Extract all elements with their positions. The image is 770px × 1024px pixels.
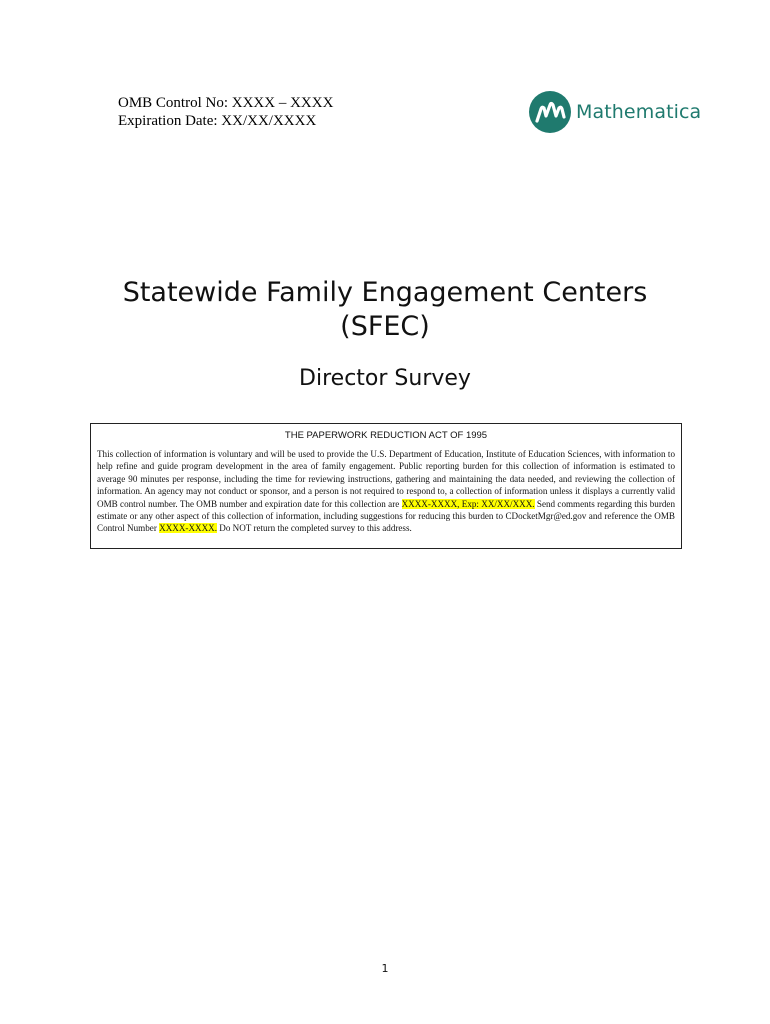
highlighted-omb-number: XXXX-XXXX. — [159, 523, 217, 534]
survey-subtitle: Director Survey — [299, 366, 471, 391]
notice-heading: THE PAPERWORK REDUCTION ACT OF 1995 — [284, 430, 488, 441]
mathematica-logo-icon — [528, 90, 572, 134]
notice-body — [97, 448, 675, 535]
expiration-date: Expiration Date: XX/XX/XXXX — [118, 113, 317, 129]
notice-text-part-3: Do NOT return the completed survey to this address. — [216, 523, 412, 534]
paperwork-reduction-notice — [90, 423, 682, 549]
notice-text-part-2: Send comments regarding this burden estimate or any other aspect of this collection of information, including suggestions for reducing this burden to CDocketMgr@ed.gov and reference the OMB Control Number — [97, 498, 675, 534]
logo-wordmark: Mathematica — [576, 101, 702, 123]
notice-text-part-1: This collection of information is voluntary and will be used to provide the U.S. Department of Education, Institute of Education Sciences, with information to help refine and guide program development in the area of family engagement. Public reporting burden for this collection of information is estimated to average 90 minutes per response, including the time for reviewing instructions, gathering and maintaining the data needed, and reviewing the collection of information. An agency may not conduct or sponsor, and a person is not required to respond to, a collection of information unless it displays a currently valid OMB control number. The OMB number and expiration date for this collection are — [97, 449, 675, 509]
survey-title — [0, 276, 770, 344]
mathematica-logo — [528, 90, 701, 134]
title-line-2: (SFEC) — [340, 311, 430, 342]
omb-info — [118, 94, 333, 130]
title-line-1: Statewide Family Engagement Centers — [122, 277, 648, 308]
omb-control-number: OMB Control No: XXXX – XXXX — [118, 95, 334, 111]
page-number: 1 — [381, 962, 389, 975]
highlighted-omb-expiration: XXXX-XXXX, Exp: XX/XX/XXX. — [401, 498, 535, 509]
